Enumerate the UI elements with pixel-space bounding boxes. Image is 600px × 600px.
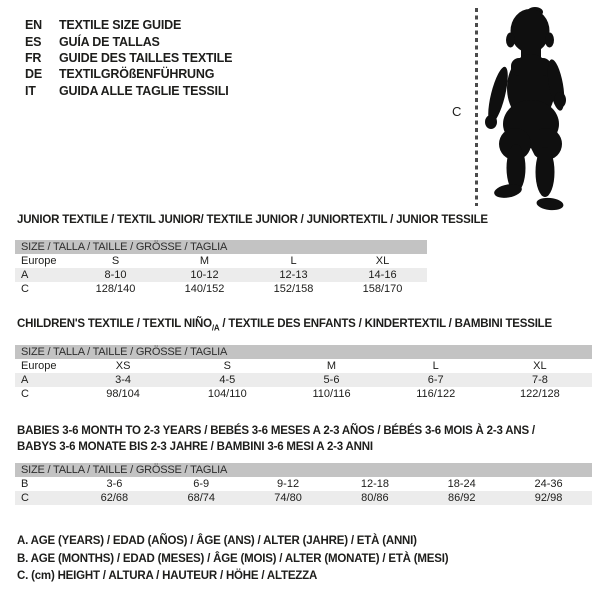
- size-cell: 74/80: [274, 492, 302, 504]
- table-row: [15, 282, 427, 296]
- language-code: ES: [25, 34, 42, 49]
- size-cell: 116/122: [416, 388, 456, 400]
- legend-note-b: B. AGE (MONTHS) / EDAD (MESES) / ÂGE (MOIS) / ALTER (MONATE) / ETÀ (MESI): [17, 552, 449, 565]
- size-cell: 12-18: [360, 478, 389, 490]
- legend-note-a: A. AGE (YEARS) / EDAD (AÑOS) / ÂGE (ANS) / ALTER (JAHRE) / ETÀ (ANNI): [17, 535, 417, 547]
- size-cell: 6-7: [427, 374, 444, 386]
- table-row: [15, 359, 592, 373]
- language-item: [25, 17, 232, 33]
- size-cell: 152/158: [273, 283, 314, 295]
- row-label: C: [21, 283, 29, 295]
- table-row: [15, 268, 427, 282]
- size-cell: 8-10: [104, 269, 127, 281]
- size-cell: 14-16: [368, 269, 397, 281]
- size-cell: 98/104: [106, 388, 140, 400]
- size-cell: M: [326, 360, 337, 372]
- row-label: Europe: [21, 360, 57, 372]
- size-cell: 5-6: [323, 374, 340, 386]
- table-row: [15, 387, 592, 401]
- size-cell: 24-36: [534, 478, 563, 490]
- language-code: IT: [25, 83, 36, 98]
- language-label: TEXTILGRÖßENFÜHRUNG: [59, 67, 215, 82]
- language-label: TEXTILE SIZE GUIDE: [59, 18, 182, 33]
- size-cell: 10-12: [190, 269, 219, 281]
- row-label: B: [21, 478, 29, 490]
- language-code: DE: [25, 67, 42, 82]
- size-cell: S: [223, 360, 231, 372]
- language-item: [25, 66, 232, 82]
- babies-section-title: [17, 424, 535, 455]
- size-cell: 80/86: [361, 492, 389, 504]
- size-cell: 140/152: [184, 283, 225, 295]
- baby-silhouette-icon: [485, 0, 600, 215]
- size-cell: 158/170: [362, 283, 403, 295]
- legend-notes: [17, 533, 448, 586]
- size-cell: 12-13: [279, 269, 308, 281]
- legend-note-c: C. (cm) HEIGHT / ALTURA / HAUTEUR / HÖHE / ALTEZZA: [17, 570, 318, 583]
- row-label: Europe: [21, 255, 57, 267]
- size-cell: S: [111, 255, 120, 267]
- language-title-list: [25, 17, 232, 99]
- size-header-bar: SIZE / TALLA / TAILLE / GRÖSSE / TAGLIA: [15, 345, 592, 359]
- language-label: GUIDA ALLE TAGLIE TESSILI: [59, 83, 229, 98]
- size-cell: L: [290, 255, 297, 267]
- size-cell: 18-24: [447, 478, 476, 490]
- table-row: [15, 491, 592, 505]
- children-section-title: [17, 318, 552, 332]
- title-line: BABIES 3-6 MONTH TO 2-3 YEARS / BEBÉS 3-6 MESES A 2-3 AÑOS / BÉBÉS 3-6 MOIS À 2-3 ANS /: [17, 425, 535, 437]
- size-cell: 6-9: [193, 478, 210, 490]
- size-cell: XL: [533, 360, 547, 372]
- size-cell: 122/128: [520, 388, 560, 400]
- size-cell: 7-8: [531, 374, 548, 386]
- size-cell: 92/98: [534, 492, 563, 504]
- language-label: GUÍA DE TALLAS: [59, 34, 160, 49]
- babies-size-table: [15, 463, 592, 505]
- size-cell: M: [199, 255, 210, 267]
- junior-size-table: [15, 240, 427, 296]
- height-dotted-line: [475, 8, 478, 206]
- children-size-table: [15, 345, 592, 401]
- size-cell: XL: [375, 255, 390, 267]
- row-label: A: [21, 269, 29, 281]
- size-cell: XS: [115, 360, 131, 372]
- language-item: [25, 33, 232, 49]
- row-label: C: [21, 492, 29, 504]
- size-header-bar: SIZE / TALLA / TAILLE / GRÖSSE / TAGLIA: [15, 463, 592, 477]
- table-row: [15, 477, 592, 491]
- junior-section-title: JUNIOR TEXTILE / TEXTIL JUNIOR/ TEXTILE JUNIOR / JUNIORTEXTIL / JUNIOR TESSILE: [17, 214, 488, 226]
- size-cell: 104/110: [207, 388, 247, 400]
- size-cell: 110/116: [312, 388, 351, 400]
- size-cell: 4-5: [219, 374, 236, 386]
- title-text: CHILDREN'S TEXTILE / TEXTIL NIÑO: [17, 318, 212, 330]
- language-code: EN: [25, 18, 42, 33]
- size-cell: 62/68: [100, 492, 129, 504]
- title-subscript: /A: [211, 323, 220, 333]
- table-row: [15, 254, 427, 268]
- size-cell: 86/92: [447, 492, 476, 504]
- size-cell: 3-6: [106, 478, 123, 490]
- size-cell: 3-4: [115, 374, 132, 386]
- language-item: [25, 83, 232, 99]
- table-row: [15, 373, 592, 387]
- size-cell: 9-12: [277, 478, 300, 490]
- height-marker-label: C: [452, 104, 462, 119]
- language-code: FR: [25, 50, 42, 65]
- size-cell: 68/74: [187, 492, 215, 504]
- size-cell: L: [432, 360, 439, 372]
- size-header-bar: SIZE / TALLA / TAILLE / GRÖSSE / TAGLIA: [15, 240, 427, 254]
- size-cell: 128/140: [95, 283, 136, 295]
- title-line: BABYS 3-6 MONATE BIS 2-3 JAHRE / BAMBINI 3-6 MESI A 2-3 ANNI: [17, 440, 373, 453]
- title-text: / TEXTILE DES ENFANTS / KINDERTEXTIL / BAMBINI TESSILE: [219, 318, 552, 330]
- language-item: [25, 50, 232, 66]
- language-label: GUIDE DES TAILLES TEXTILE: [59, 50, 233, 65]
- row-label: C: [21, 388, 29, 400]
- row-label: A: [21, 374, 29, 386]
